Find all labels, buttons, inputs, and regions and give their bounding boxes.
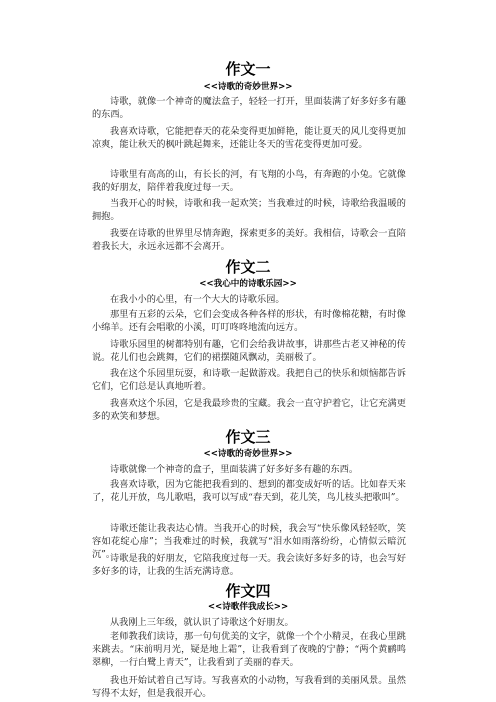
essay-2-paragraph-4: 我在这个乐园里玩耍，和诗歌一起做游戏。我把自己的快乐和烦恼都告诉它们，它们总是认真地听着。: [92, 368, 406, 393]
essay-2-paragraph-1: 在我小小的心里，有一个大大的诗歌乐园。: [110, 294, 285, 305]
essay-4-paragraph-3: 我也开始试着自己写诗。写我喜欢的小动物，写我看到的美丽风景。虽然写得不太好，但是我很开心。: [92, 675, 406, 700]
essay-4-title: 作文四: [225, 582, 271, 600]
essay-3-paragraph-2: 我喜欢诗歌，因为它能把我看到的、想到的都变成好听的话。比如春天来了，花儿开放，鸟儿歌唱，我可以写成“春天到，花儿笑，鸟儿枝头把歌叫”。: [92, 479, 406, 504]
essay-2-paragraph-5: 我喜欢这个乐园，它是我最珍贵的宝藏。我会一直守护着它，让它充满更多的欢笑和梦想。: [92, 398, 406, 423]
essay-2-paragraph-2: 那里有五彩的云朵，它们会变成各种各样的形状，有时像棉花糖，有时像小绵羊。还有会唱歌的小溪，叮叮咚咚地流向远方。: [92, 309, 406, 334]
essay-2-subtitle: <<我心中的诗歌乐园>>: [199, 279, 297, 289]
essay-1-paragraph-3: 诗歌里有高高的山，有长长的河，有飞翔的小鸟，有奔跑的小兔。它就像我的好朋友，陪伴着我度过每一天。: [92, 169, 406, 194]
essay-1-paragraph-5: 我要在诗歌的世界里尽情奔跑，探索更多的美好。我相信，诗歌会一直陪着我长大，永远永远都不会离开。: [92, 228, 406, 253]
essay-1-paragraph-4: 当我开心的时候，诗歌和我一起欢笑；当我难过的时候，诗歌给我温暖的拥抱。: [92, 198, 406, 223]
essay-3-subtitle: <<诗歌的奇妙世界>>: [203, 449, 293, 459]
essay-1-paragraph-1: 诗歌，就像一个神奇的魔法盒子，轻轻一打开，里面装满了好多好多有趣的东西。: [92, 96, 406, 121]
essay-3-title: 作文三: [225, 428, 271, 446]
essay-4-paragraph-1: 从我刚上三年级，就认识了诗歌这个好朋友。: [110, 617, 294, 628]
essay-3-paragraph-3: 诗歌还能让我表达心情。当我开心的时候，我会写“快乐像风轻轻吹，笑容如花绽心扉”；当我难过的时候，我就写“泪水如雨落纷纷，心情似云暗沉沉”。: [92, 523, 406, 561]
essay-4-paragraph-2: 老师教我们读诗，那一句句优美的文字，就像一个个小精灵，在我心里跳来跳去。“床前明月光，疑是地上霜”，让我看到了夜晚的宁静；“两个黄鹂鸣翠柳，一行白鹭上青天”，让我看到了美丽的春天。: [92, 631, 406, 669]
essay-2-paragraph-3: 诗歌乐园里的树都特别有趣，它们会给我讲故事，讲那些古老又神秘的传说。花儿们也会跳舞，它们的裙摆随风飘动，美丽极了。: [92, 339, 406, 364]
essay-4-subtitle: <<诗歌伴我成长>>: [207, 602, 289, 612]
essay-1-subtitle: <<诗歌的奇妙世界>>: [203, 82, 293, 92]
essay-1-paragraph-2: 我喜欢诗歌，它能把春天的花朵变得更加鲜艳，能让夏天的风儿变得更加凉爽，能让秋天的枫叶跳起舞来，还能让冬天的雪花变得更加可爱。: [92, 126, 406, 151]
essay-2-title: 作文二: [225, 258, 271, 276]
essay-3-paragraph-1: 诗歌就像一个神奇的盒子，里面装满了好多好多有趣的东西。: [110, 464, 359, 475]
essay-3-paragraph-4: 诗歌是我的好朋友，它陪我度过每一天。我会读好多好多的诗，也会写好多好多的诗，让我的生活充满诗意。: [92, 553, 406, 578]
essay-1-title: 作文一: [225, 60, 271, 78]
